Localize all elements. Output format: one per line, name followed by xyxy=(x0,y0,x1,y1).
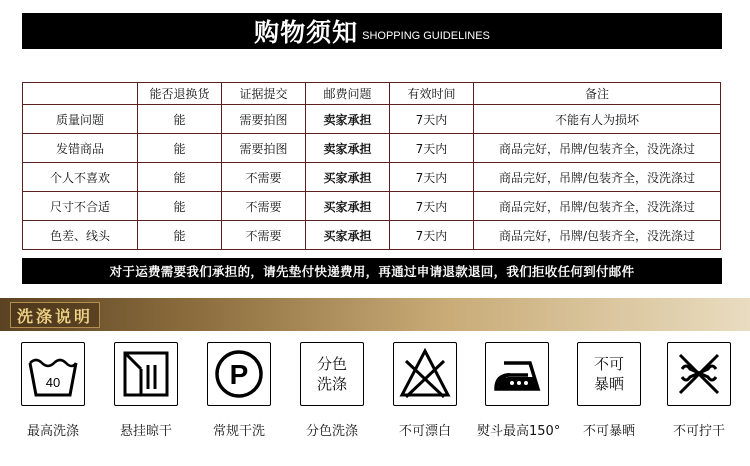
table-cell: 能 xyxy=(138,221,222,250)
care-item xyxy=(13,342,93,439)
table-cell: 买家承担 xyxy=(306,163,390,192)
care-label: 不可漂白 xyxy=(398,424,451,439)
table-cell: 不需要 xyxy=(222,192,306,221)
table-cell: 发错商品 xyxy=(23,134,138,163)
table-header-cell: 备注 xyxy=(474,83,721,105)
table-row xyxy=(23,163,721,192)
table-cell: 不需要 xyxy=(222,221,306,250)
wash-tub-40-icon xyxy=(21,342,85,406)
page-subtitle: SHOPPING GUIDELINES xyxy=(362,30,490,42)
table-cell: 能 xyxy=(138,163,222,192)
table-cell: 买家承担 xyxy=(306,221,390,250)
icon-text-line: 暴晒 xyxy=(593,375,624,393)
no-bleach-icon xyxy=(393,342,457,406)
table-cell: 能 xyxy=(138,192,222,221)
table-cell: 7天内 xyxy=(390,134,474,163)
care-item xyxy=(659,342,739,439)
page-title: 购物须知 xyxy=(254,18,359,47)
table-cell: 需要拍图 xyxy=(222,134,306,163)
table-header-cell: 有效时间 xyxy=(390,83,474,105)
dry-clean-p-icon xyxy=(207,342,271,406)
table-cell: 不需要 xyxy=(222,163,306,192)
table-cell: 需要拍图 xyxy=(222,105,306,134)
table-header-cell: 能否退换货 xyxy=(138,83,222,105)
table-cell: 买家承担 xyxy=(306,192,390,221)
wash-section-title: 洗涤说明 xyxy=(10,302,100,328)
care-icons-row xyxy=(0,342,750,452)
icon-text-line: 不可 xyxy=(593,355,624,373)
care-item xyxy=(106,342,186,439)
care-label: 分色洗涤 xyxy=(305,424,358,439)
table-cell: 个人不喜欢 xyxy=(23,163,138,192)
table-cell: 能 xyxy=(138,105,222,134)
separate-wash-icon xyxy=(300,342,364,406)
table-row xyxy=(23,192,721,221)
policy-table xyxy=(22,82,721,250)
table-cell: 商品完好，吊牌/包装齐全，没洗涤过 xyxy=(474,192,721,221)
care-item xyxy=(477,342,561,439)
table-cell: 7天内 xyxy=(390,192,474,221)
table-cell: 商品完好，吊牌/包装齐全，没洗涤过 xyxy=(474,163,721,192)
care-item xyxy=(292,342,372,439)
icon-text-line: 分色 xyxy=(316,355,347,373)
table-cell: 7天内 xyxy=(390,105,474,134)
line-dry-shade-icon xyxy=(114,342,178,406)
table-header-cell: 证据提交 xyxy=(222,83,306,105)
care-label: 常规干洗 xyxy=(212,424,265,439)
table-cell: 卖家承担 xyxy=(306,134,390,163)
table-cell: 7天内 xyxy=(390,163,474,192)
iron-icon xyxy=(485,342,549,406)
dry-clean-letter: P xyxy=(229,359,249,390)
table-cell: 商品完好，吊牌/包装齐全，没洗涤过 xyxy=(474,221,721,250)
table-header-cell xyxy=(23,83,138,105)
table-header-cell: 邮费问题 xyxy=(306,83,390,105)
table-header-row xyxy=(23,83,721,105)
table-cell: 能 xyxy=(138,134,222,163)
table-cell: 不能有人为损坏 xyxy=(474,105,721,134)
table-cell: 商品完好，吊牌/包装齐全，没洗涤过 xyxy=(474,134,721,163)
table-cell: 质量问题 xyxy=(23,105,138,134)
icon-text-line: 洗涤 xyxy=(316,375,347,393)
shipping-notice: 对于运费需要我们承担的，请先垫付快递费用，再通过申请退款退回，我们拒收任何到付邮件 xyxy=(22,258,722,284)
care-label: 悬挂晾干 xyxy=(119,424,172,439)
table-cell: 卖家承担 xyxy=(306,105,390,134)
care-label: 最高洗涤 xyxy=(26,424,79,439)
table-cell: 7天内 xyxy=(390,221,474,250)
table-cell: 色差、线头 xyxy=(23,221,138,250)
header-banner xyxy=(22,13,722,49)
no-sun-dry-icon xyxy=(577,342,641,406)
care-label: 不可暴晒 xyxy=(582,424,635,439)
wash-temp-text: 40 xyxy=(45,375,61,390)
table-cell: 尺寸不合适 xyxy=(23,192,138,221)
wash-section-bar xyxy=(0,298,750,331)
table-row xyxy=(23,134,721,163)
table-row xyxy=(23,221,721,250)
no-wring-icon xyxy=(667,342,731,406)
care-item xyxy=(385,342,465,439)
care-label: 熨斗最高150° xyxy=(477,424,561,439)
table-row xyxy=(23,105,721,134)
care-item xyxy=(199,342,279,439)
care-label: 不可拧干 xyxy=(672,424,725,439)
care-item xyxy=(569,342,649,439)
